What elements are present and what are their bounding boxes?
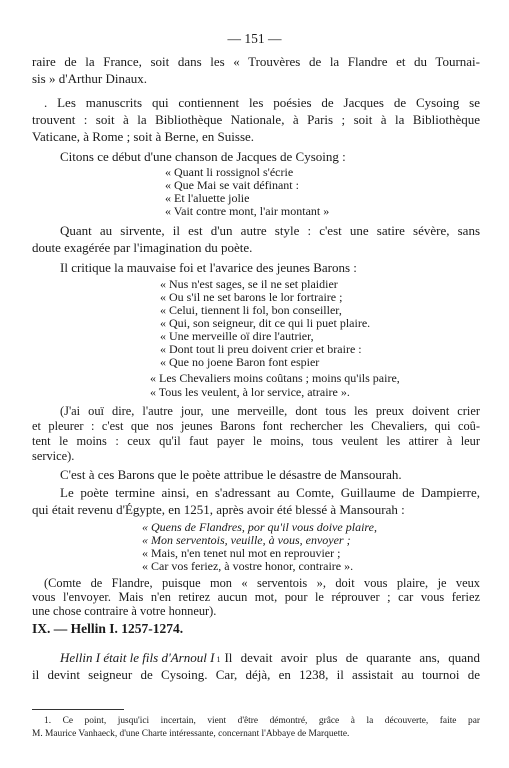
verse-line: « Dont tout li preu doivent crier et braire : [160,342,362,356]
verse-line: « Celui, tiennent li fol, bon conseiller, [160,303,342,317]
verse-line: « Mais, n'en tenet nul mot en reprouvier ; [142,546,341,560]
text-line: qui était revenu d'Égypte, en 1251, après avoir été blessé à Mansourah : [32,502,405,517]
footnote-rule [32,709,124,710]
text-line: . Les manuscrits qui contiennent les poésies de Jacques de Cysoing se [44,95,480,110]
text-line [60,650,480,668]
verse-line: « Car vos feriez, à vostre honor, contraire ». [142,559,354,573]
text-line: (J'ai ouï dire, l'autre jour, une merveille, dont tous les preux doivent crier [60,404,480,418]
verse-line: « Que Mai se vait définant : [165,178,299,192]
verse-line: « Quant li rossignol s'écrie [165,165,294,179]
text-line: une chose contraire à votre honneur). [32,604,217,618]
text-line: Vaticane, à Rome ; soit à Berne, en Suisse. [32,129,255,144]
text-line: Citons ce début d'une chanson de Jacques de Cysoing : [60,149,346,164]
verse-line: « Tous les veulent, à lor service, atraire ». [150,385,350,399]
text-line: doute exagérée par l'imagination du poète. [32,240,253,255]
text-line: service). [32,449,75,463]
text-line: C'est à ces Barons que le poète attribue le désastre de Mansourah. [60,467,402,482]
text-line: il devint seigneur de Cysoing. Car, déjà, en 1238, il assistait au tournoi de [32,667,480,682]
heading-italic: Hellin I était le fils d'Arnoul I [60,650,215,665]
verse-line: « Quens de Flandres, por qu'il vous doive plaire, [142,520,377,534]
verse-line: « Mon serventois, veuille, à vous, envoyer ; [142,533,351,547]
verse-line: « Qui, son seigneur, dit ce qui li puet plaire. [160,316,371,330]
verse-line: « Et l'aluette jolie [165,191,250,205]
section-heading: IX. — Hellin I. 1257-1274. [32,621,184,636]
text-line: trouvent : soit à la Bibliothèque Nationale, à Paris ; soit à la Bibliothèque [32,112,480,127]
verse-line: « Une merveille oï dire l'autrier, [160,329,314,343]
footnote-mark: 1 [216,655,221,664]
verse-line: « Vait contre mont, l'air montant » [165,204,330,218]
text-line: et pleurer : c'est que nos jeunes Barons font rechercher les Chevaliers, qui coû- [32,419,480,433]
verse-line: « Les Chevaliers moins coûtans ; moins qu'ils paire, [150,371,400,385]
text-line: (Comte de Flandre, puisque mon « serventois », doit vous plaire, je veux [44,576,480,590]
text-line: Il critique la mauvaise foi et l'avarice des jeunes Barons : [60,260,357,275]
page-number: — 151 — [227,31,282,46]
text-line: raire de la France, soit dans les « Trouvères de la Flandre et du Tournai- [32,54,480,69]
text-line: Quant au sirvente, il est d'un autre style : c'est une satire sévère, sans [60,223,480,238]
verse-line: « Ou s'il ne set barons le lor fortraire ; [160,290,343,304]
text-line: Le poète termine ainsi, en s'adressant au Comte, Guillaume de Dampierre, [60,485,480,500]
text-line: sis » d'Arthur Dinaux. [32,71,148,86]
verse-line: « Nus n'est sages, se il ne set plaidier [160,277,338,291]
verse-line: « Que no joene Baron font espier [160,355,320,369]
footnote-line: M. Maurice Vanhaeck, d'une Charte intéressante, concernant l'Abbaye de Marquette. [32,729,350,739]
text-line: tent le moins : ceux qu'il faut payer le moins, tous veulent les attirer à leur [32,434,480,448]
text-line: vous l'envoyer. Mais n'en retirez aucun mot, pour le réprouver ; car vous feriez [32,590,480,604]
text-line-rest: Il devait avoir plus de quarante ans, quand [224,650,480,665]
footnote-line: 1. Ce point, jusqu'ici incertain, vient d'être démontré, grâce à la découverte, faite par [44,716,480,726]
